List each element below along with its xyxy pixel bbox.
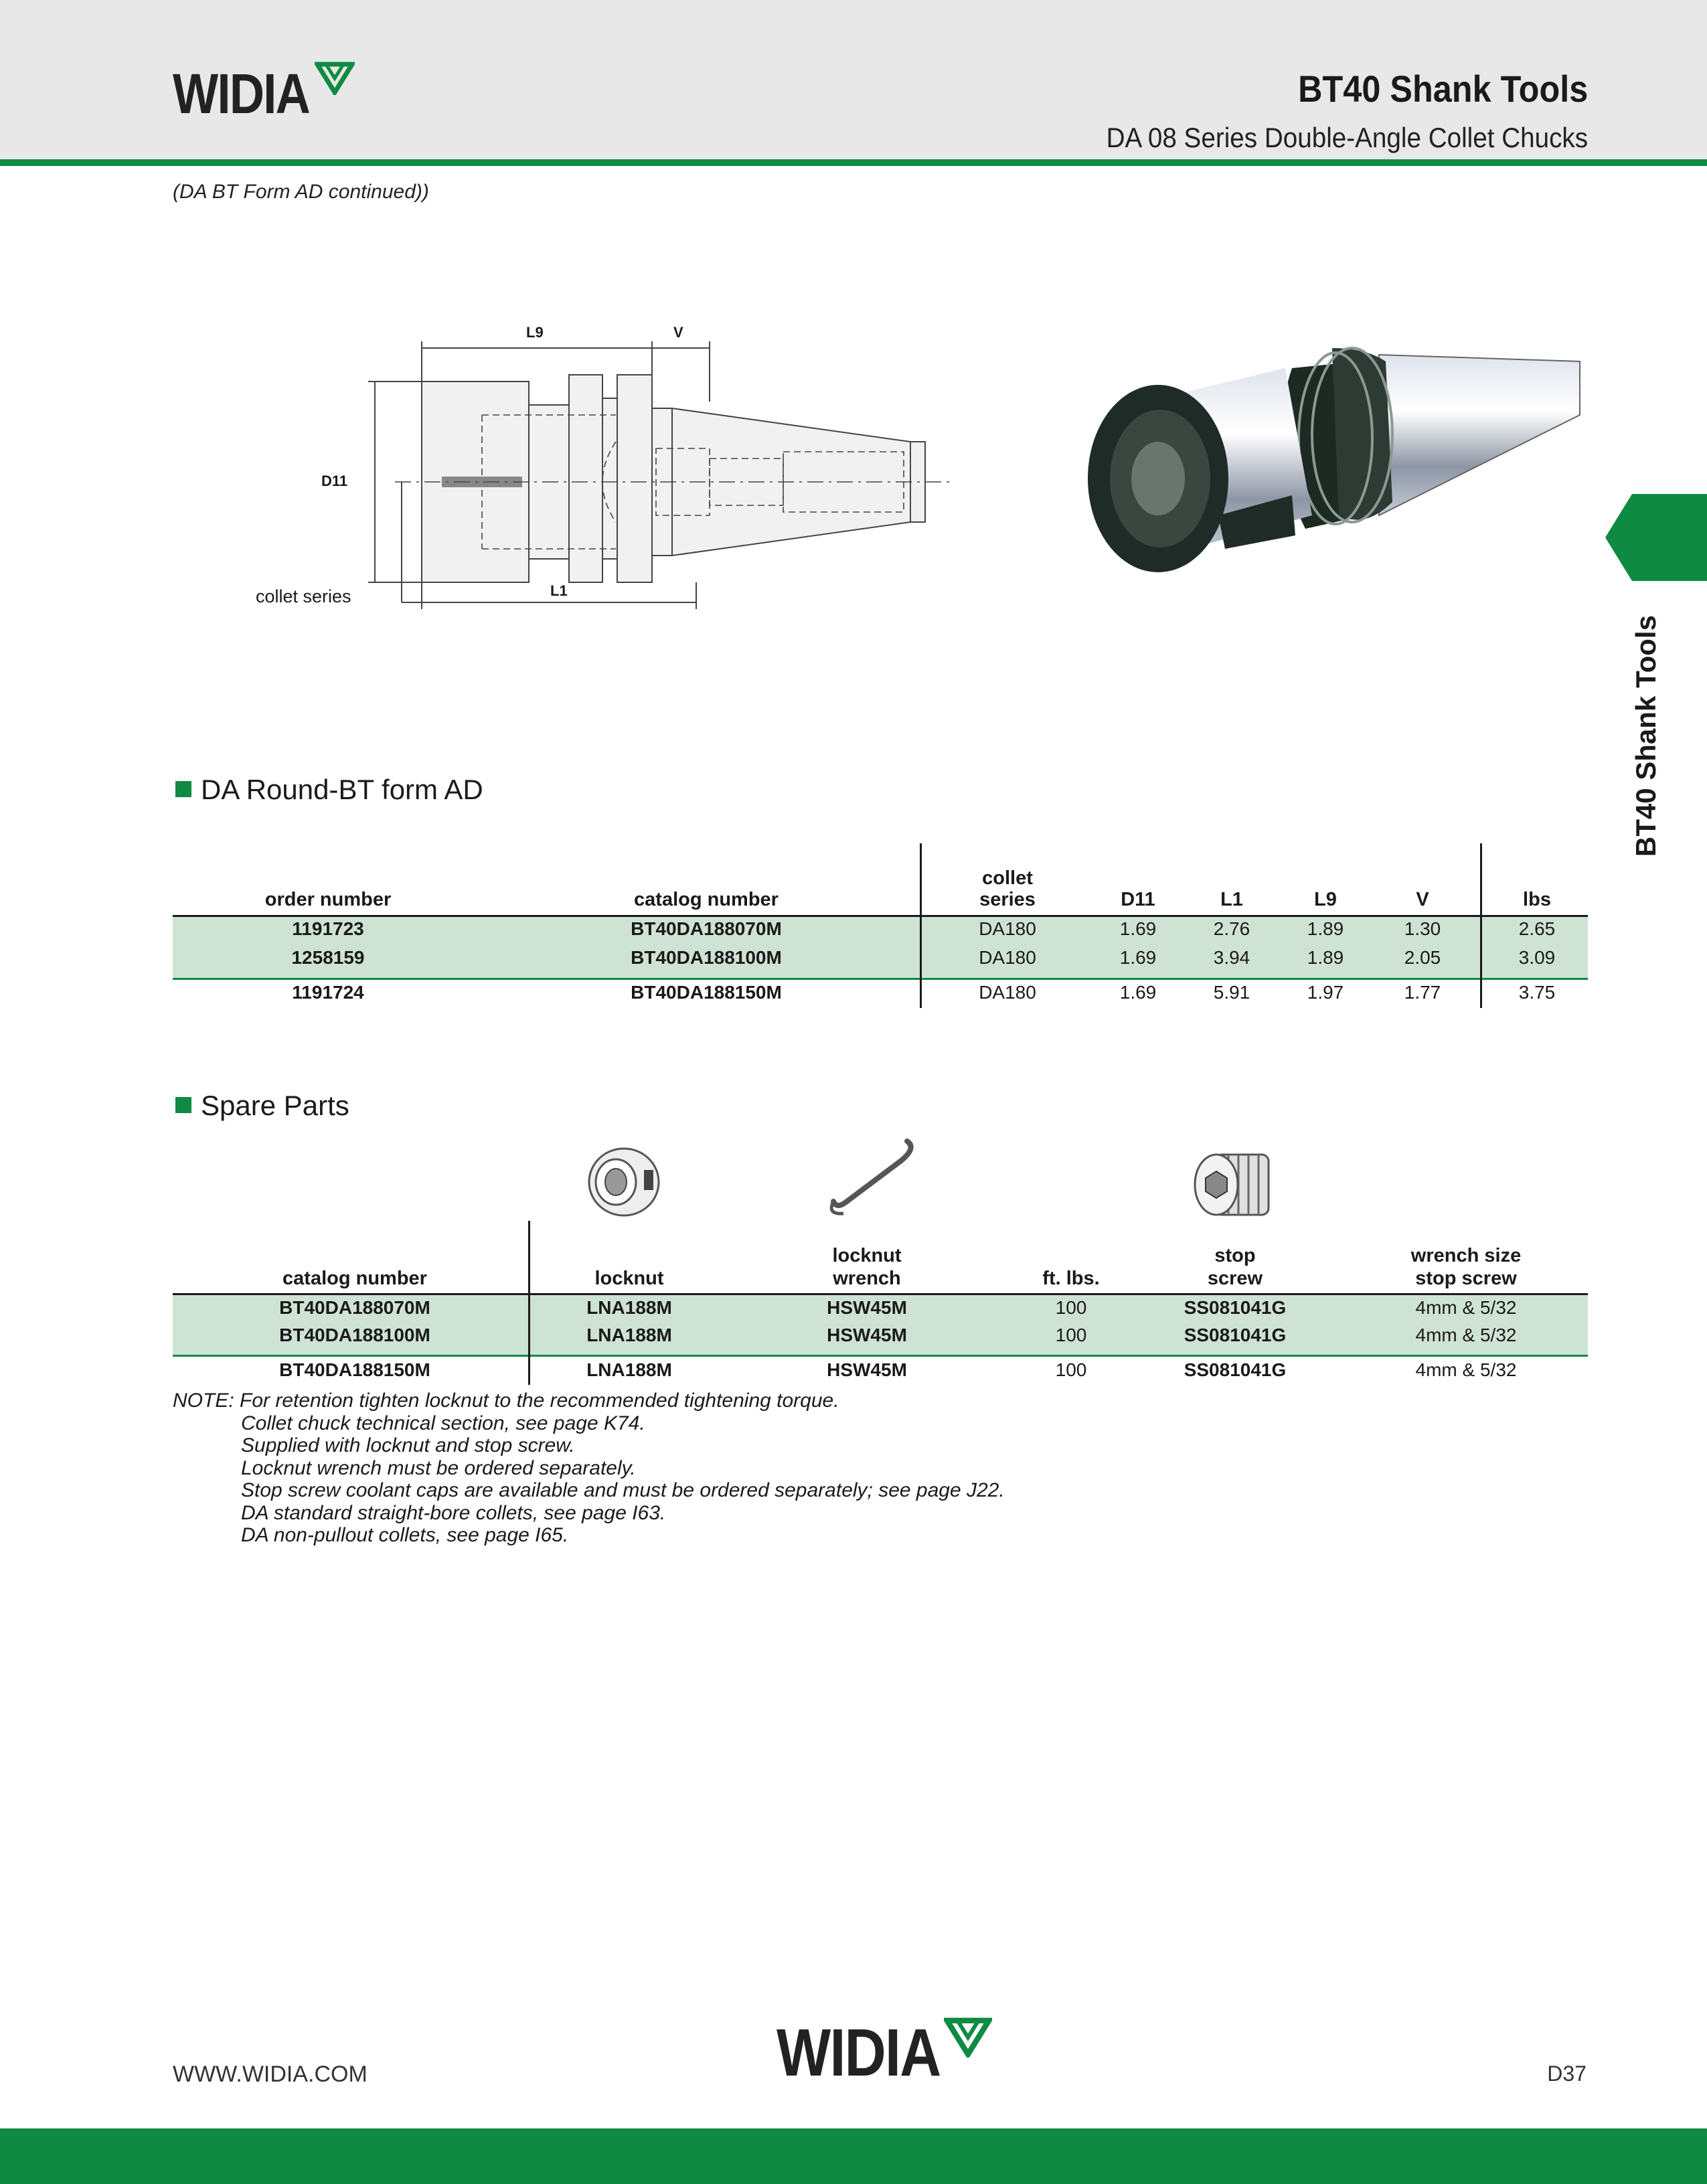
col-header-catalog-number: catalog number bbox=[282, 1268, 427, 1289]
cell-v: 1.30 bbox=[1404, 918, 1441, 939]
note-line: DA non-pullout collets, see page I65. bbox=[241, 1524, 569, 1546]
diagram-label-l1: L1 bbox=[550, 582, 568, 599]
main-table-divider-right bbox=[1480, 843, 1482, 1008]
col-header-locknut-wrench-line1: locknut bbox=[832, 1245, 902, 1266]
cell-wrench-size: 4mm & 5/32 bbox=[1415, 1359, 1517, 1380]
cell-stop-screw: SS081041G bbox=[1184, 1359, 1287, 1380]
cell-order-number: 1258159 bbox=[291, 947, 365, 968]
section-square-icon bbox=[175, 1097, 191, 1113]
cell-d11: 1.69 bbox=[1119, 982, 1157, 1003]
cell-order-number: 1191723 bbox=[292, 918, 364, 939]
cell-ft-lbs: 100 bbox=[1055, 1297, 1087, 1318]
col-header-locknut: locknut bbox=[594, 1268, 664, 1289]
cell-locknut-wrench: HSW45M bbox=[827, 1297, 907, 1318]
cell-catalog-number: BT40DA188100M bbox=[279, 1325, 430, 1345]
cell-locknut: LNA188M bbox=[586, 1325, 672, 1345]
main-table-divider-left bbox=[920, 843, 922, 1008]
cell-locknut: LNA188M bbox=[586, 1297, 672, 1318]
cell-locknut: LNA188M bbox=[586, 1359, 672, 1380]
col-header-locknut-wrench-line2: wrench bbox=[833, 1268, 901, 1289]
footer-url[interactable]: WWW.WIDIA.COM bbox=[173, 2062, 368, 2087]
locknut-wrench-icon bbox=[820, 1135, 920, 1222]
spare-table-band-rule bbox=[173, 1355, 1588, 1357]
cell-lbs: 2.65 bbox=[1518, 918, 1556, 939]
cell-v: 2.05 bbox=[1404, 947, 1441, 968]
cell-catalog-number: BT40DA188070M bbox=[279, 1297, 430, 1318]
cell-locknut-wrench: HSW45M bbox=[827, 1325, 907, 1345]
main-table-heading-text: DA Round-BT form AD bbox=[201, 774, 483, 805]
col-header-order-number: order number bbox=[264, 889, 392, 910]
cell-stop-screw: SS081041G bbox=[1184, 1325, 1287, 1345]
spare-table-divider bbox=[528, 1221, 530, 1385]
technical-drawing bbox=[241, 315, 977, 622]
diagram-label-collet-series: collet series bbox=[256, 586, 351, 606]
cell-collet-series: DA180 bbox=[979, 947, 1036, 968]
cell-catalog-number: BT40DA188150M bbox=[631, 982, 782, 1003]
col-header-d11: D11 bbox=[1121, 889, 1155, 910]
cell-lbs: 3.75 bbox=[1518, 982, 1556, 1003]
col-header-wrench-size-line1: wrench size bbox=[1410, 1245, 1522, 1266]
cell-l1: 3.94 bbox=[1213, 947, 1250, 968]
col-header-collet-series-line2: series bbox=[979, 889, 1036, 910]
header-rule bbox=[0, 159, 1707, 166]
cell-wrench-size: 4mm & 5/32 bbox=[1415, 1297, 1517, 1318]
spare-parts-heading-text: Spare Parts bbox=[201, 1090, 349, 1121]
note-lead: NOTE: For retention tighten locknut to the recommended tightening torque. bbox=[173, 1390, 839, 1412]
note-line: Locknut wrench must be ordered separately. bbox=[241, 1456, 636, 1479]
diagram-label-l9: L9 bbox=[526, 324, 544, 341]
note-line: DA standard straight-bore collets, see page I63. bbox=[241, 1501, 666, 1524]
cell-l9: 1.97 bbox=[1307, 982, 1344, 1003]
cell-l9: 1.89 bbox=[1307, 947, 1344, 968]
col-header-l9: L9 bbox=[1314, 889, 1337, 910]
header-logo bbox=[173, 62, 374, 125]
cell-l9: 1.89 bbox=[1307, 918, 1344, 939]
notes bbox=[173, 1390, 1005, 1547]
main-table-band-rule bbox=[173, 978, 1588, 980]
stop-screw-icon bbox=[1188, 1138, 1282, 1225]
cell-locknut-wrench: HSW45M bbox=[827, 1359, 907, 1380]
cell-l1: 2.76 bbox=[1213, 918, 1250, 939]
diagram-label-d11: D11 bbox=[321, 473, 348, 489]
cell-order-number: 1191724 bbox=[292, 982, 364, 1003]
continued-note: (DA BT Form AD continued)) bbox=[173, 181, 429, 203]
side-tab-marker bbox=[1605, 494, 1707, 581]
cell-stop-screw: SS081041G bbox=[1184, 1297, 1287, 1318]
cell-d11: 1.69 bbox=[1119, 918, 1157, 939]
cell-d11: 1.69 bbox=[1119, 947, 1157, 968]
cell-lbs: 3.09 bbox=[1518, 947, 1556, 968]
logo-triangle-icon bbox=[944, 2017, 992, 2057]
spare-parts-heading bbox=[175, 1090, 349, 1122]
col-header-v: V bbox=[1416, 889, 1429, 910]
cell-ft-lbs: 100 bbox=[1055, 1359, 1087, 1380]
section-square-icon bbox=[175, 781, 191, 797]
cell-collet-series: DA180 bbox=[979, 918, 1036, 939]
note-line: Supplied with locknut and stop screw. bbox=[241, 1434, 575, 1456]
col-header-ft-lbs: ft. lbs. bbox=[1042, 1268, 1100, 1289]
cell-catalog-number: BT40DA188100M bbox=[631, 947, 782, 968]
page-subtitle: DA 08 Series Double-Angle Collet Chucks bbox=[1106, 122, 1588, 153]
note-line: Stop screw coolant caps are available and must be ordered separately; see page J22. bbox=[241, 1479, 1005, 1501]
diagram-label-v: V bbox=[673, 324, 683, 341]
logo-triangle-icon bbox=[315, 62, 355, 95]
main-table-heading bbox=[175, 774, 483, 806]
col-header-l1: L1 bbox=[1220, 889, 1243, 910]
page-title: BT40 Shank Tools bbox=[1297, 68, 1588, 110]
col-header-wrench-size-line2: stop screw bbox=[1415, 1268, 1517, 1289]
cell-wrench-size: 4mm & 5/32 bbox=[1415, 1325, 1517, 1345]
logo-wordmark: WIDIA bbox=[777, 2015, 941, 2090]
footer-band bbox=[0, 2128, 1707, 2184]
col-header-lbs: lbs bbox=[1523, 889, 1551, 910]
locknut-icon bbox=[582, 1138, 669, 1225]
cell-collet-series: DA180 bbox=[979, 982, 1036, 1003]
cell-l1: 5.91 bbox=[1213, 982, 1250, 1003]
cell-catalog-number: BT40DA188150M bbox=[279, 1359, 430, 1380]
cell-ft-lbs: 100 bbox=[1055, 1325, 1087, 1345]
col-header-collet-series-line1: collet bbox=[982, 867, 1033, 889]
col-header-stop-screw-line2: screw bbox=[1207, 1268, 1263, 1289]
logo-wordmark: WIDIA bbox=[173, 62, 310, 125]
note-line: Collet chuck technical section, see page K74. bbox=[241, 1412, 645, 1434]
side-tab-label-text: BT40 Shank Tools bbox=[1630, 615, 1661, 857]
product-photo bbox=[1071, 315, 1593, 596]
cell-v: 1.77 bbox=[1404, 982, 1441, 1003]
cell-catalog-number: BT40DA188070M bbox=[631, 918, 782, 939]
page-number: D37 bbox=[1547, 2062, 1587, 2086]
col-header-stop-screw-line1: stop bbox=[1214, 1245, 1256, 1266]
footer-logo bbox=[777, 2015, 991, 2088]
col-header-catalog-number: catalog number bbox=[634, 889, 779, 910]
